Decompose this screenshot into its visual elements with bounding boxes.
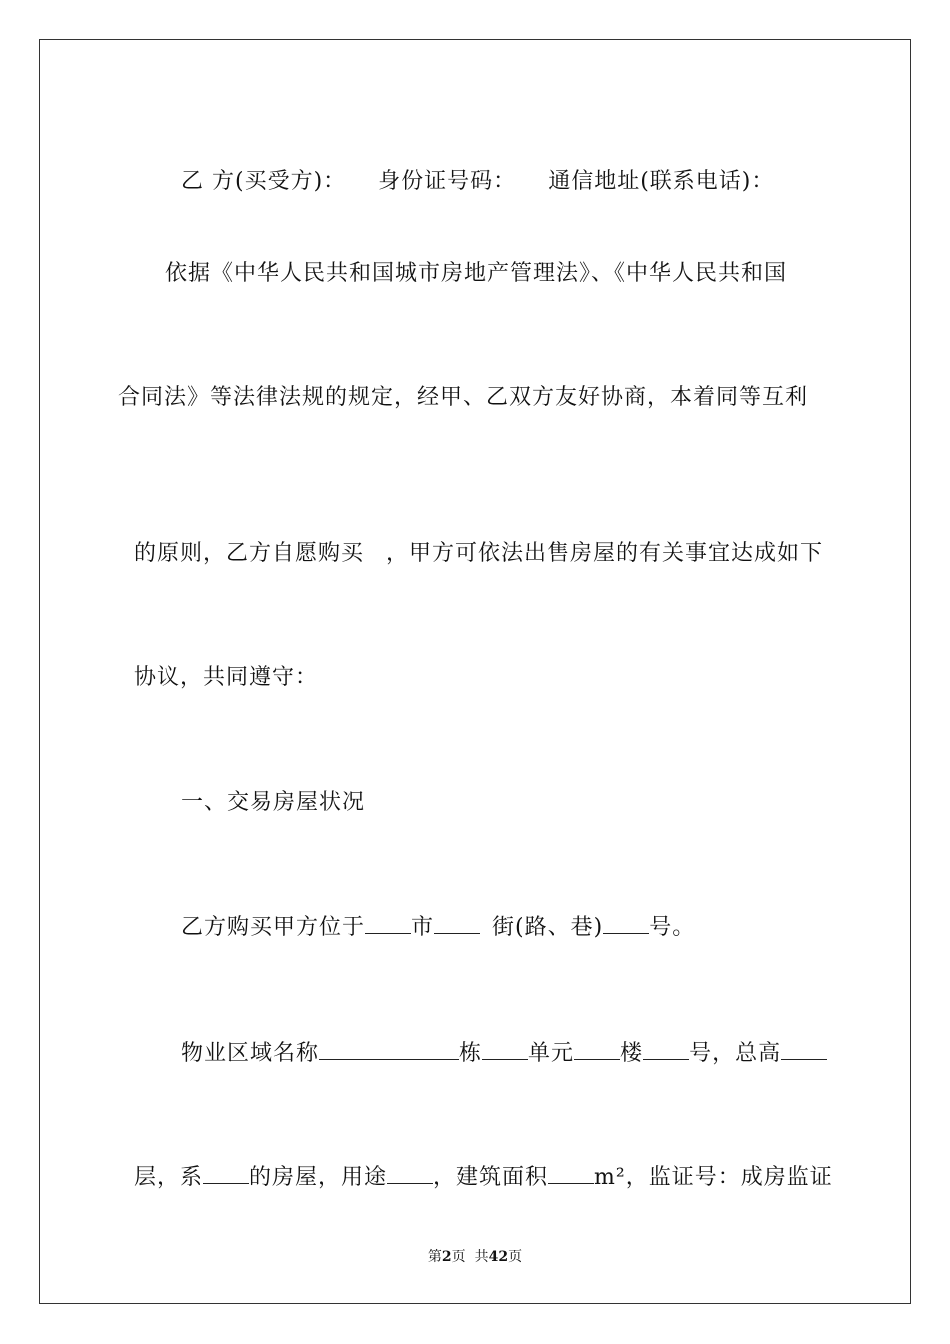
blank-field[interactable] [574,1037,620,1060]
current-page-number: 2 [441,1249,452,1265]
paragraph-text: 合同法》等法律法规的规定，经甲、乙双方友好协商，本着同等互利 [118,385,809,410]
property-text: 号，总高 [689,1041,782,1066]
floor-text: ，建筑面积 [433,1165,549,1190]
blank-field[interactable] [643,1037,689,1060]
property-text: 单元 [528,1041,575,1066]
blank-field[interactable] [603,911,649,934]
blank-field[interactable] [482,1037,528,1060]
footer-text: 页 共 [451,1249,489,1265]
blank-field[interactable] [434,911,480,934]
location-line [165,881,845,943]
floor-text: 层，系 [134,1165,204,1190]
property-text: 物业区域名称 [181,1041,320,1066]
floor-line [118,1131,838,1193]
property-text: 楼 [620,1041,644,1066]
paragraph-text: 依据《中华人民共和国城市房地产管理法》、《中华人民共和国 [165,261,788,286]
paragraph-text: ，甲方可依法出售房屋的有关事宜达成如下 [386,541,824,566]
blank-field[interactable] [781,1037,827,1060]
location-text: 街(路、巷) [492,915,604,940]
paragraph-line-2 [118,383,833,413]
paragraph-text: 的原则，乙方自愿购买 [134,541,365,566]
section-title: 一、交易房屋状况 [181,790,366,815]
address-label: 通信地址(联系电话)： [548,169,775,194]
paragraph-line-3 [118,509,838,569]
floor-text: m²，监证号：成房监证 [594,1165,833,1190]
blank-field[interactable] [387,1161,433,1184]
paragraph-text: 协议，共同遵守： [134,665,319,690]
footer-text: 页 [508,1249,523,1265]
location-text: 市 [411,915,435,940]
blank-field[interactable] [319,1037,459,1060]
page-footer [0,1248,950,1266]
party-b-label: 乙 方(买受方)： [181,169,347,194]
paragraph-line-4 [118,633,838,693]
blank-field[interactable] [365,911,411,934]
floor-text: 的房屋，用途 [249,1165,388,1190]
blank-field[interactable] [203,1161,249,1184]
property-line [165,1007,845,1069]
footer-text: 第 [427,1249,442,1265]
section-heading [165,758,845,818]
blank-field[interactable] [548,1161,594,1184]
party-b-line [165,137,845,197]
property-text: 栋 [459,1041,483,1066]
total-page-count: 42 [488,1249,509,1265]
location-text: 乙方购买甲方位于 [181,915,366,940]
location-text: 号。 [649,915,696,940]
paragraph-line-1 [165,259,845,289]
id-number-label: 身份证号码： [378,169,517,194]
